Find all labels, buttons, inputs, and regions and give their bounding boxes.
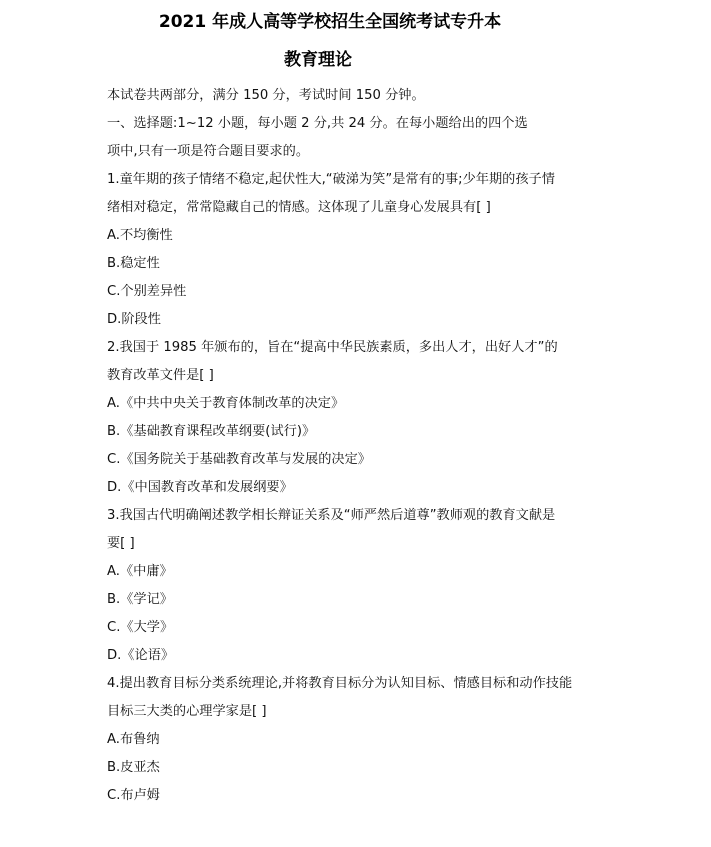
question-1 — [107, 166, 617, 334]
option-b: B.《基础教育课程改革纲要(试行)》 — [107, 424, 316, 439]
question-stem-line: 3.我国古代明确阐述教学相长辩证关系及“师严然后道尊”教师观的教育文献是 — [107, 508, 556, 523]
exam-content — [107, 82, 617, 810]
option-a: A.《中庸》 — [107, 564, 173, 579]
option-c: C.布卢姆 — [107, 788, 160, 803]
document-title: 2021 年成人高等学校招生全国统考试专升本 — [158, 12, 502, 32]
option-d: D.阶段性 — [107, 312, 161, 327]
option-b: B.皮亚杰 — [107, 760, 160, 775]
option-c: C.《国务院关于基础教育改革与发展的决定》 — [107, 452, 371, 467]
section-instructions-line-1: 一、选择题:1~12 小题，每小题 2 分,共 24 分。在每小题给出的四个选 — [107, 116, 528, 131]
option-d: D.《论语》 — [107, 648, 175, 663]
question-stem-line: 2.我国于 1985 年颁布的，旨在“提高中华民族素质，多出人才，出好人才”的 — [107, 340, 558, 355]
question-stem-line: 教育改革文件是[ ] — [107, 368, 214, 383]
question-stem-line: 1.童年期的孩子情绪不稳定,起伏性大,“破涕为笑”是常有的事;少年期的孩子情 — [107, 172, 555, 187]
option-b: B.《学记》 — [107, 592, 173, 607]
exam-intro: 本试卷共两部分，满分 150 分，考试时间 150 分钟。 — [107, 88, 425, 103]
option-d: D.《中国教育改革和发展纲要》 — [107, 480, 293, 495]
question-stem-line: 4.提出教育目标分类系统理论,并将教育目标分为认知目标、情感目标和动作技能 — [107, 676, 573, 691]
option-c: C.《大学》 — [107, 620, 174, 635]
section-instructions-line-2: 项中,只有一项是符合题目要求的。 — [107, 144, 310, 159]
option-a: A.布鲁纳 — [107, 732, 160, 747]
document-subtitle: 教育理论 — [284, 50, 352, 70]
question-stem-line: 目标三大类的心理学家是[ ] — [107, 704, 267, 719]
question-2 — [107, 334, 617, 502]
question-4 — [107, 670, 617, 810]
option-a: A.《中共中央关于教育体制改革的决定》 — [107, 396, 345, 411]
question-stem-line: 要[ ] — [107, 536, 135, 551]
option-a: A.不均衡性 — [107, 228, 173, 243]
question-stem-line: 绪相对稳定，常常隐藏自己的情感。这体现了儿童身心发展具有[ ] — [107, 200, 491, 215]
option-c: C.个别差异性 — [107, 284, 187, 299]
option-b: B.稳定性 — [107, 256, 160, 271]
question-3 — [107, 502, 617, 670]
